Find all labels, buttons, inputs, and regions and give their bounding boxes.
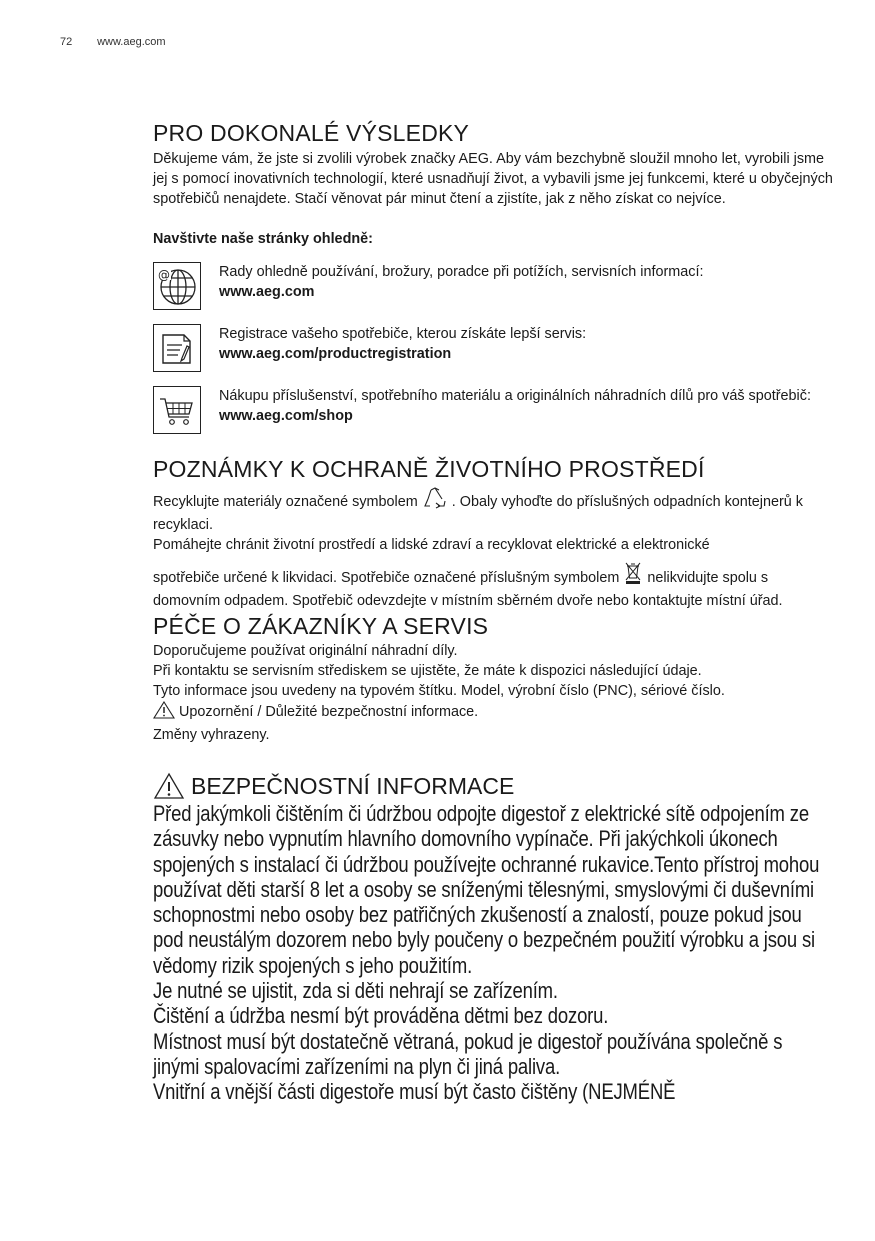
- environment-p1-before: Recyklujte materiály označené symbolem: [153, 494, 418, 510]
- service-line-3: Tyto informace jsou uvedeny na typovém štítku. Model, výrobní číslo (PNC), sériové číslo.: [153, 683, 725, 699]
- link-aeg-shop[interactable]: www.aeg.com/shop: [219, 408, 353, 424]
- environment-paragraph-3: [153, 561, 833, 611]
- warning-icon: [153, 701, 175, 725]
- info-row-advice: [153, 262, 833, 312]
- service-last-line: Změny vyhrazeny.: [153, 727, 270, 743]
- safety-body: [153, 801, 825, 1105]
- header-site-link[interactable]: www.aeg.com: [97, 36, 166, 48]
- safety-warning-icon: [153, 772, 185, 800]
- environment-p3-before: spotřebiče určené k likvidaci. Spotřebiče označené příslušným symbolem: [153, 570, 620, 586]
- section-title-results: PRO DOKONALÉ VÝSLEDKY: [153, 120, 470, 146]
- safety-title-text: BEZPEČNOSTNÍ INFORMACE: [191, 773, 515, 799]
- safety-paragraph-4: Místnost musí být dostatečně větraná, pokud je digestoř používána společně s jinými spalovacími zařízeními na plyn či jiná paliva.: [153, 1028, 783, 1079]
- svg-text:@: @: [158, 268, 170, 282]
- safety-paragraph-2: Je nutné se ujistit, zda si děti nehrají se zařízením.: [153, 978, 558, 1004]
- info-row-registration-text: Registrace vašeho spotřebiče, kterou získáte lepší servis:: [219, 326, 587, 342]
- registration-document-icon: [153, 324, 201, 372]
- environment-p3-after: nelikvidujte spolu s domovním odpadem. Spotřebič odevzdejte v místním sběrném dvoře nebo kontaktujte místní úřad.: [153, 570, 783, 609]
- page-header: [60, 36, 166, 48]
- section-title-service: PÉČE O ZÁKAZNÍKY A SERVIS: [153, 613, 489, 639]
- safety-paragraph-1: Před jakýmkoli čištěním či údržbou odpojte digestoř z elektrické sítě odpojením ze zásuvky nebo vypnutím hlavního domovního vypínače. Při jakýchkoli úkonech spojených s instalací či údržbou používejte ochranné rukavice.Tento přístroj mohou používat děti starší 8 let a osoby se sníženými tělesnými, smyslovými či duševními schopnostmi nebo osoby bez patřičných zkušeností a znalostí, pouze pokud jsou pod neustálým dozorem nebo byly poučeny o bezpečném použití výrobku a jsou si vědomy rizik spojených s jeho použitím.: [153, 801, 820, 978]
- info-row-shop: [153, 386, 833, 454]
- safety-paragraph-5: Vnitřní a vnější části digestoře musí být často čištěny (NEJMÉNĚ: [153, 1079, 676, 1105]
- link-product-registration[interactable]: www.aeg.com/productregistration: [219, 346, 452, 362]
- recycle-icon: [422, 487, 448, 515]
- visit-label: Navštivte naše stránky ohledně:: [153, 231, 373, 247]
- environment-p1-after: . Obaly vyhoďte do příslušných odpadních kontejnerů k recyklaci.: [153, 494, 803, 533]
- service-warning-text: Upozornění / Důležité bezpečnostní informace.: [179, 704, 479, 720]
- environment-paragraph-2: Pomáhejte chránit životní prostředí a lidské zdraví a recyklovat elektrické a elektronické: [153, 537, 710, 553]
- shopping-cart-icon: [153, 386, 201, 434]
- section-title-environment: POZNÁMKY K OCHRANĚ ŽIVOTNÍHO PROSTŘEDÍ: [153, 456, 705, 482]
- info-row-registration: [153, 324, 833, 374]
- service-line-1: Doporučujeme používat originální náhradní díly.: [153, 643, 458, 659]
- safety-paragraph-3: Čištění a údržba nesmí být prováděna dětmi bez dozoru.: [153, 1003, 609, 1029]
- info-row-shop-text: Nákupu příslušenství, spotřebního materiálu a originálních náhradních dílů pro váš spotřebič:: [219, 388, 811, 404]
- link-aeg-com[interactable]: www.aeg.com: [219, 284, 315, 300]
- intro-paragraph: Děkujeme vám, že jste si zvolili výrobek značky AEG. Aby vám bezchybně sloužil mnoho let, vyrobili jsme jej s pomocí inovativních technologií, které usnadňují život, a vybavili jsme jej funkcemi, které u obyčejných spotřebičů nenajdete. Stačí věnovat pár minut čtení a zjistíte, jak z něho získat co nejvíce.: [153, 151, 833, 207]
- section-title-safety: [153, 771, 833, 801]
- service-line-2: Při kontaktu se servisním střediskem se ujistěte, že máte k dispozici následující údaje.: [153, 663, 702, 679]
- info-row-advice-text: Rady ohledně používání, brožury, poradce při potížích, servisních informací:: [219, 264, 704, 280]
- page-content: [153, 118, 833, 1105]
- page-number: 72: [60, 36, 73, 48]
- crossed-bin-icon: [623, 561, 643, 591]
- globe-at-icon: [153, 262, 201, 310]
- service-warning-line: [153, 701, 833, 725]
- environment-paragraph-1: [153, 487, 833, 535]
